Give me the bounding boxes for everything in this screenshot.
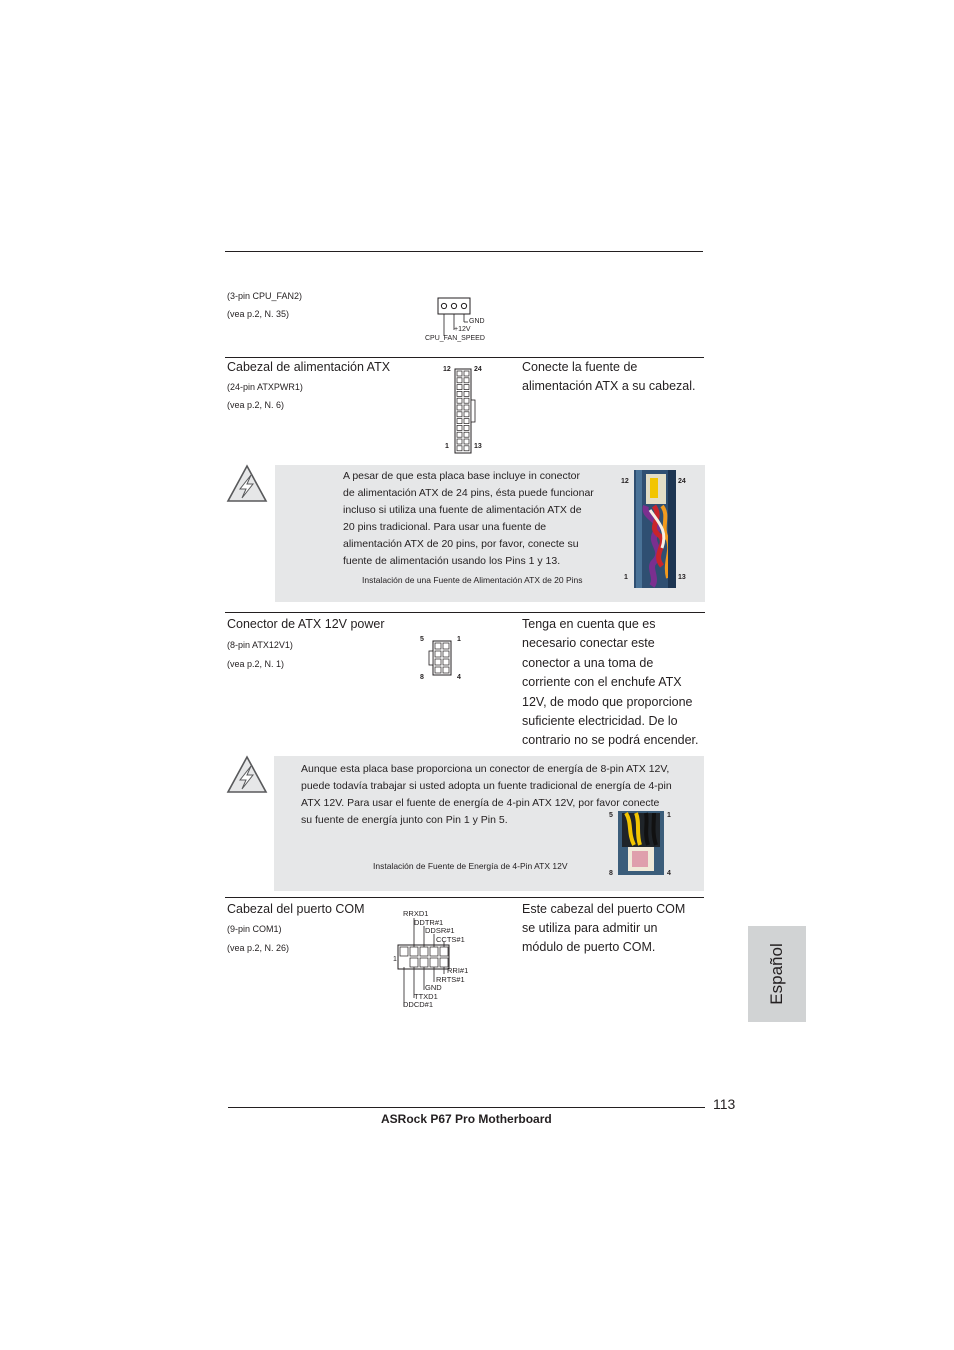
fan2-pin-label: (3-pin CPU_FAN2) xyxy=(227,291,303,301)
language-tab xyxy=(748,926,806,1022)
photo1-pin-12: 12 xyxy=(621,478,629,485)
atx20-install-photo xyxy=(634,470,676,593)
atx-pin-cell xyxy=(457,419,462,424)
atx-pin-cell xyxy=(457,432,462,437)
atx-24pin-connector-diagram xyxy=(454,368,478,459)
com-pin-cell xyxy=(430,958,438,967)
com-desc-line-3: módulo de puerto COM. xyxy=(522,940,656,954)
atx12v-desc: Tenga en cuenta que es necesario conectar este conector a una toma de corriente con el enchufe ATX 12V, de modo que proporcione suficiente electricidad. De lo contrario no se podrá encender. xyxy=(522,617,699,748)
atx12v-pin-label: (8-pin ATX12V1) xyxy=(227,640,293,650)
atx-pin-cell xyxy=(464,398,469,403)
photo2-pin-4: 4 xyxy=(667,870,671,877)
com-rule xyxy=(225,897,704,898)
com-desc-line-2: se utiliza para admitir un xyxy=(522,921,658,935)
com-pin-cell xyxy=(410,958,418,967)
atx-pin-cell xyxy=(464,385,469,390)
com-top-labels: RRXD1 DDTR#1 DDSR#1 CCTS#1 xyxy=(403,909,465,944)
com-pin-1-label: 1 xyxy=(393,956,397,963)
atx12v-ref-label: (vea p.2, N. 1) xyxy=(227,659,285,669)
atx-pin-cell xyxy=(457,378,462,383)
com-pin-cell xyxy=(440,947,448,956)
warning-icon xyxy=(225,462,269,511)
atx-pin-cell xyxy=(457,391,462,396)
fan2-12v-label: +12V xyxy=(454,326,471,333)
atx-pin-cell xyxy=(464,425,469,430)
atx-pin-cell xyxy=(464,412,469,417)
atx-pin-cell xyxy=(464,405,469,410)
page-number: 113 xyxy=(713,1096,736,1112)
atx12v-pin-cell xyxy=(435,643,441,649)
atx-pin-12: 12 xyxy=(443,366,451,373)
photo1-pin-1: 1 xyxy=(624,574,628,581)
fan2-gnd-label: GND xyxy=(469,318,485,325)
com-pin-cell xyxy=(420,947,428,956)
atx12v-pin-cell xyxy=(435,659,441,665)
com-bottom-labels: RRI#1 RRTS#1 GND TTXD1 DDCD#1 xyxy=(403,966,469,1009)
atx-pin-cell xyxy=(457,446,462,451)
atx-pin-cell xyxy=(464,432,469,437)
photo2-pin-1: 1 xyxy=(667,812,671,819)
atx-pin-13: 13 xyxy=(474,443,482,450)
atx12v-pin-8: 8 xyxy=(420,674,424,681)
atx-pin-cell xyxy=(457,439,462,444)
atx-pin-cell xyxy=(457,412,462,417)
atx-pin-label: (24-pin ATXPWR1) xyxy=(227,382,303,392)
atx-pin-cell xyxy=(464,371,469,376)
com-pin-cell xyxy=(430,947,438,956)
atx12v-pin-1: 1 xyxy=(457,636,461,643)
photo1-pin-13: 13 xyxy=(678,574,686,581)
com-pin-label: (9-pin COM1) xyxy=(227,924,282,934)
atx12v-pin-cell xyxy=(443,667,449,673)
com-pin-cell xyxy=(420,958,428,967)
fan2-speed-label: CPU_FAN_SPEED xyxy=(425,335,485,342)
note-atx12v-text: Aunque esta placa base proporciona un conector de energía de 8-pin ATX 12V, puede todavía trabajar si usted adopta un fuente tradicional de energía de 4-pin ATX 12V. Para usar el fuente de energía de 4-pin ATX 12V, por favor conecte su fuente de energía junto con Pin 1 y Pin 5. xyxy=(301,763,672,826)
photo2-pin-8: 8 xyxy=(609,870,613,877)
atx-pin-cell xyxy=(464,391,469,396)
atx12v-pin-cell xyxy=(443,651,449,657)
atx12v-pin-cell xyxy=(435,651,441,657)
atx-pin-cell xyxy=(464,446,469,451)
atx-pin-cell xyxy=(464,419,469,424)
note-atx20-caption: Instalación de una Fuente de Alimentación ATX de 20 Pins xyxy=(362,575,583,585)
warning-icon-2 xyxy=(225,753,269,802)
atx-pin-cell xyxy=(464,378,469,383)
atx-pin-1: 1 xyxy=(445,443,449,450)
atx-pin-24: 24 xyxy=(474,366,482,373)
com-pin-cell xyxy=(400,947,408,956)
atx-pin-cell xyxy=(457,398,462,403)
atx12v-8pin-connector-diagram xyxy=(428,640,454,681)
atx-desc-line-1: Conecte la fuente de xyxy=(522,360,638,374)
photo2-pin-5: 5 xyxy=(609,812,613,819)
note-atx12v-caption: Instalación de Fuente de Energía de 4-Pin ATX 12V xyxy=(373,861,568,871)
atx-pin-cell xyxy=(457,425,462,430)
atx12v-title: Conector de ATX 12V power xyxy=(227,617,385,631)
atx-ref-label: (vea p.2, N. 6) xyxy=(227,400,285,410)
fan2-ref-label: (vea p.2, N. 35) xyxy=(227,309,290,319)
atx-pin-cell xyxy=(457,385,462,390)
atx-desc-line-2: alimentación ATX a su cabezal. xyxy=(522,379,696,393)
atx12v-install-photo xyxy=(618,811,664,880)
footer-product-name: ASRock P67 Pro Motherboard xyxy=(381,1112,552,1126)
top-rule xyxy=(225,251,703,252)
photo1-pin-24: 24 xyxy=(678,478,686,485)
atx12v-rule xyxy=(225,612,705,613)
language-tab-label: Español xyxy=(767,943,786,1005)
footer-rule xyxy=(228,1107,705,1108)
com-ref-label: (vea p.2, N. 26) xyxy=(227,943,290,953)
atx12v-pin-5: 5 xyxy=(420,636,424,643)
atx12v-pin-cell xyxy=(443,643,449,649)
atx12v-pin-4: 4 xyxy=(457,674,461,681)
atx-pin-cell xyxy=(457,405,462,410)
com-title: Cabezal del puerto COM xyxy=(227,902,365,916)
atx12v-pin-cell xyxy=(435,667,441,673)
atx-pin-cell xyxy=(457,371,462,376)
com-desc-line-1: Este cabezal del puerto COM xyxy=(522,902,686,916)
atx-title: Cabezal de alimentación ATX xyxy=(227,360,391,374)
note-atx20-text: A pesar de que esta placa base incluye in conector de alimentación ATX de 24 pins, ésta puede funcionar incluso si utiliza una fuente de alimentación ATX de 20 pins tradicional. Para usar una fuente de alimentación ATX de 20 pins, por favor, conecte su fuente de alimentación usando los Pins 1 y 13. xyxy=(343,470,594,567)
atx12v-pin-cell xyxy=(443,659,449,665)
atx-pin-cell xyxy=(464,439,469,444)
com-pin-cell xyxy=(410,947,418,956)
